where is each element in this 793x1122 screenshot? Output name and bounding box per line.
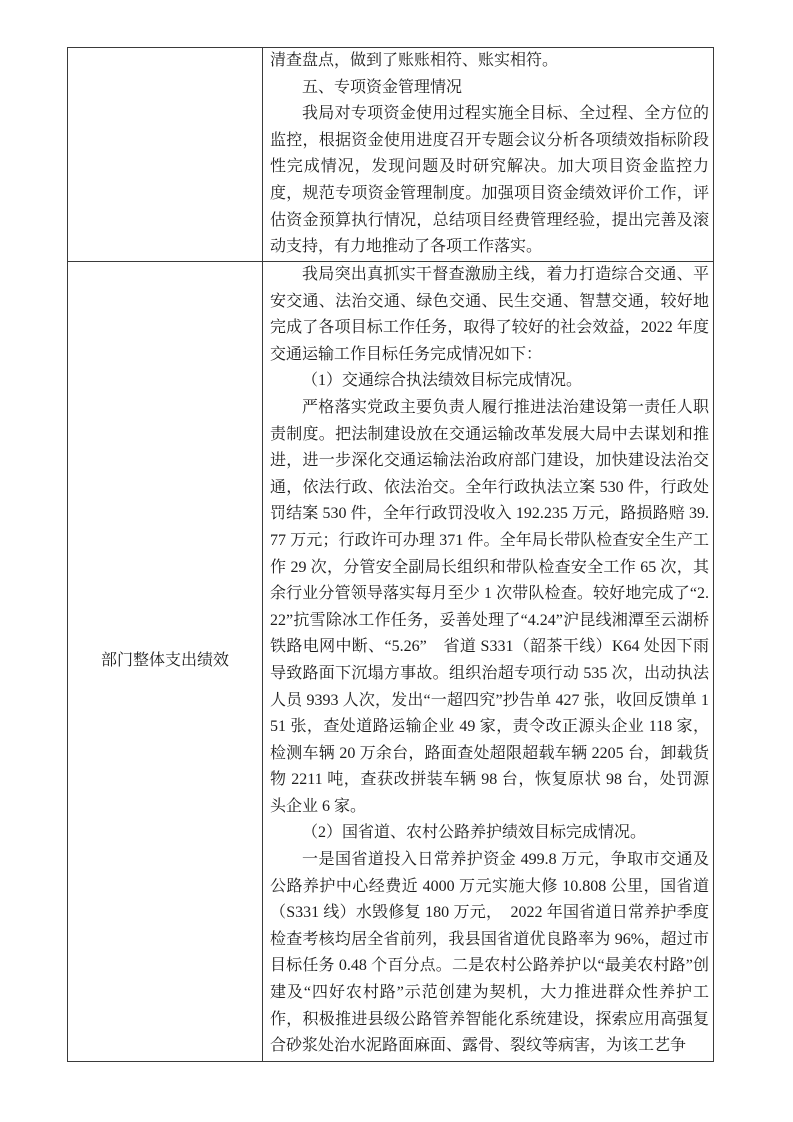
paragraph-carryover: 清查盘点，做到了账账相符、账实相符。 <box>270 52 559 69</box>
row-content-cell <box>263 262 713 1061</box>
paragraph-item1-body: 严格落实党政主要负责人履行推进法治建设第一责任人职责制度。把法制建设放在交通运输改革发展大局中去谋划和推进，进一步深化交通运输法治政府部门建设，加快建设法治交通，依法行政、依法治交。全年行政执法立案 530 件，行政处罚结案 530 件，全年行政罚没收入 192.235 万元，路损路赔 39.77 万元；行政许可办理 371 件。全年局长带队检查安全生产工作 29 次，分管安全副局长组织和带队检查安全工作 65 次，其余行业分管领导落实每月至少 1 次带队检查。较好地完成了“2.22”抗雪除冰工作任务，妥善处理了“4.24”沪昆线湘潭至云湖桥铁路电网中断、“5.26” 省道 S331（韶茶干线）K64 处因下雨导致路面下沉塌方事故。组织治超专项行动 535 次，出动执法人员 9393 人次，发出“一超四究”抄告单 427 张，收回反馈单 151 张，查处道路运输企业 49 家，责令改正源头企业 118 家，检测车辆 20 万余台，路面查处超限超载车辆 2205 台，卸载货物 2211 吨，查获改拼装车辆 98 台，恢复原状 98 台，处罚源头企业 6 家。 <box>270 398 709 815</box>
table-row-overall-performance <box>68 261 713 1061</box>
row-label-cell <box>68 262 263 1061</box>
performance-report-table <box>67 47 714 1062</box>
paragraph-item2-body: 一是国省道投入日常养护资金 499.8 万元，争取市交通及公路养护中心经费近 4000 万元实施大修 10.808 公里，国省道（S331 线）水毁修复 180 万元， 2022 年国省道日常养护季度检查考核均居全省前列，我县国省道优良路率为 96%，超过市目标任务 0.48 个百分点。二是农村公路养护以“最美农村路”创建及“四好农村路”示范创建为契机，大力推进群众性养护工作，积极推进县级公路管养智能化系统建设，探索应用高强复合砂浆处治水泥路面麻面、露骨、裂纹等病害，为该工艺争 <box>270 851 709 1055</box>
paragraph-special-funds-body: 我局对专项资金使用过程实施全目标、全过程、全方位的监控，根据资金使用进度召开专题会议分析各项绩效指标阶段性完成情况，发现问题及时研究解决。加大项目资金监控力度，规范专项资金管理制度。加强项目资金绩效评价工作，评估资金预算执行情况，总结项目经费管理经验，提出完善及滚动支持，有力地推动了各项工作落实。 <box>270 105 709 256</box>
row-label: 部门整体支出绩效 <box>100 652 229 670</box>
paragraph-section-heading: 五、专项资金管理情况 <box>302 78 463 96</box>
row-label-cell <box>68 48 263 261</box>
paragraph-item2-heading: （2）国省道、农村公路养护绩效目标完成情况。 <box>302 824 647 842</box>
paragraph-item1-heading: （1）交通综合执法绩效目标完成情况。 <box>302 372 583 390</box>
paragraph-overview: 我局突出真抓实干督查激励主线，着力打造综合交通、平安交通、法治交通、绿色交通、民生交通、智慧交通，较好地完成了各项目标工作任务，取得了较好的社会效益，2022 年度交通运输工作目标任务完成情况如下： <box>270 266 709 363</box>
row-content-cell <box>263 48 713 261</box>
table-row-special-funds <box>68 48 713 261</box>
